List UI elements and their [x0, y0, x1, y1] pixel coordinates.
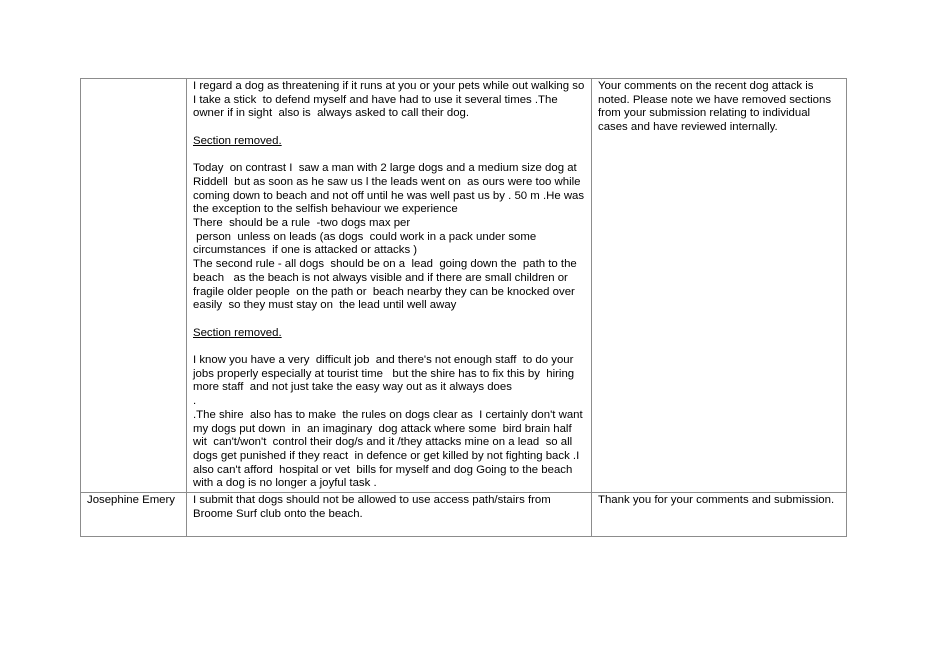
section-removed-note: Section removed. [193, 326, 282, 339]
submission-paragraph: I regard a dog as threatening if it runs at you or your pets while out walking so I take a stick to defend myself and have had to use it several times .The owner if in sight also is always asked to call their dog. [193, 80, 588, 120]
council-response: Your comments on the recent dog attack is noted. Please note we have removed sections from your submission relating to individual cases and have reviewed internally. [598, 80, 835, 134]
table-row [81, 79, 847, 493]
submission-cell [187, 493, 592, 537]
submission-paragraph: Today on contrast I saw a man with 2 large dogs and a medium size dog at Riddell but as soon as he saw us l the leads went on as ours were too while coming down to beach and not off until he was well past us by . 50 m .He was the exception to the selfish behaviour we experience There should be a rule -two dogs max per person unless on leads (as dogs could work in a pack under some circumstances if one is attacked or attacks ) The second rule - all dogs should be on a lead going down the path to the beach as the beach is not always visible and if there are small children or fragile older people on the path or beach nearby they can be knocked over easily so they must stay on the lead until well away [193, 162, 585, 312]
submitter-name: Josephine Emery [87, 494, 176, 507]
response-cell [592, 493, 847, 537]
table-row [81, 493, 847, 537]
response-cell [592, 79, 847, 493]
submission-paragraph: I submit that dogs should not be allowed to use access path/stairs from Broome Surf club onto the beach. [193, 494, 554, 520]
submission-cell [187, 79, 592, 493]
council-response: Thank you for your comments and submission. [598, 494, 835, 507]
submissions-table [80, 78, 847, 537]
submitter-name-cell [81, 493, 187, 537]
submission-paragraph: I know you have a very difficult job and there's not enough staff to do your jobs properly especially at tourist time but the shire has to fix this by hiring more staff and not just take the easy way out as it always does . .The shire also has to make the rules on dogs clear as I certainly don't want my dogs put down in an imaginary dog attack where some bird brain half wit can't/won't control their dog/s and it /they attacks mine on a lead so all dogs get punished if they react in defence or get killed by not fighting back .I also can't afford hospital or vet bills for myself and dog Going to the beach with a dog is no longer a joyful task . [193, 354, 583, 490]
submitter-name-cell [81, 79, 187, 493]
section-removed-note: Section removed. [193, 134, 282, 147]
